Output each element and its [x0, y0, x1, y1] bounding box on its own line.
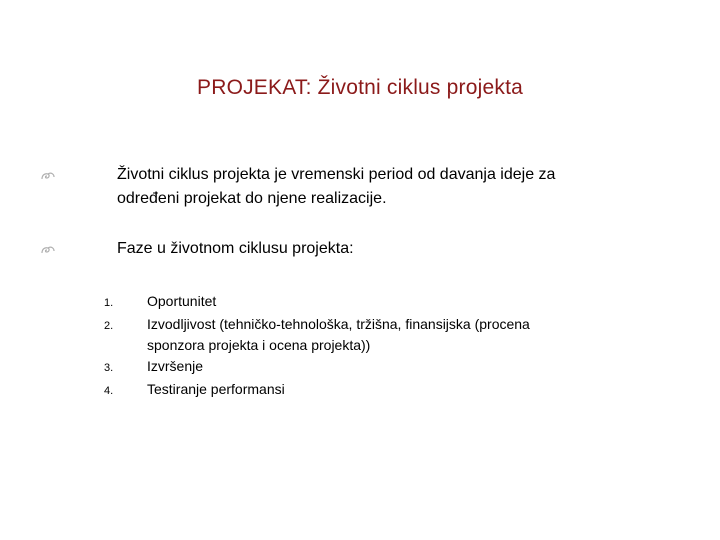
list-number: 1.	[104, 297, 114, 309]
list-item-continuation: sponzora projekta i ocena projekta))	[147, 337, 371, 353]
list-item: Testiranje performansi	[147, 381, 285, 397]
list-item: Izvršenje	[147, 358, 204, 374]
slide-title: PROJEKAT: Životni ciklus projekta	[197, 76, 523, 99]
decorative-bullet-icon	[40, 244, 56, 256]
bullet-text-line: Faze u životnom ciklusu projekta:	[117, 240, 354, 257]
decorative-bullet-icon	[40, 170, 56, 182]
list-number: 2.	[104, 320, 114, 332]
bullet-text-line: određeni projekat do njene realizacije.	[117, 190, 387, 207]
list-number: 4.	[104, 385, 114, 397]
bullet-text-line: Životni ciklus projekta je vremenski period od davanja ideje za	[117, 166, 556, 183]
list-number: 3.	[104, 362, 114, 374]
list-item: Izvodljivost (tehničko-tehnološka, tržišna, finansijska (procena	[147, 316, 530, 332]
list-item: Oportunitet	[147, 293, 217, 309]
